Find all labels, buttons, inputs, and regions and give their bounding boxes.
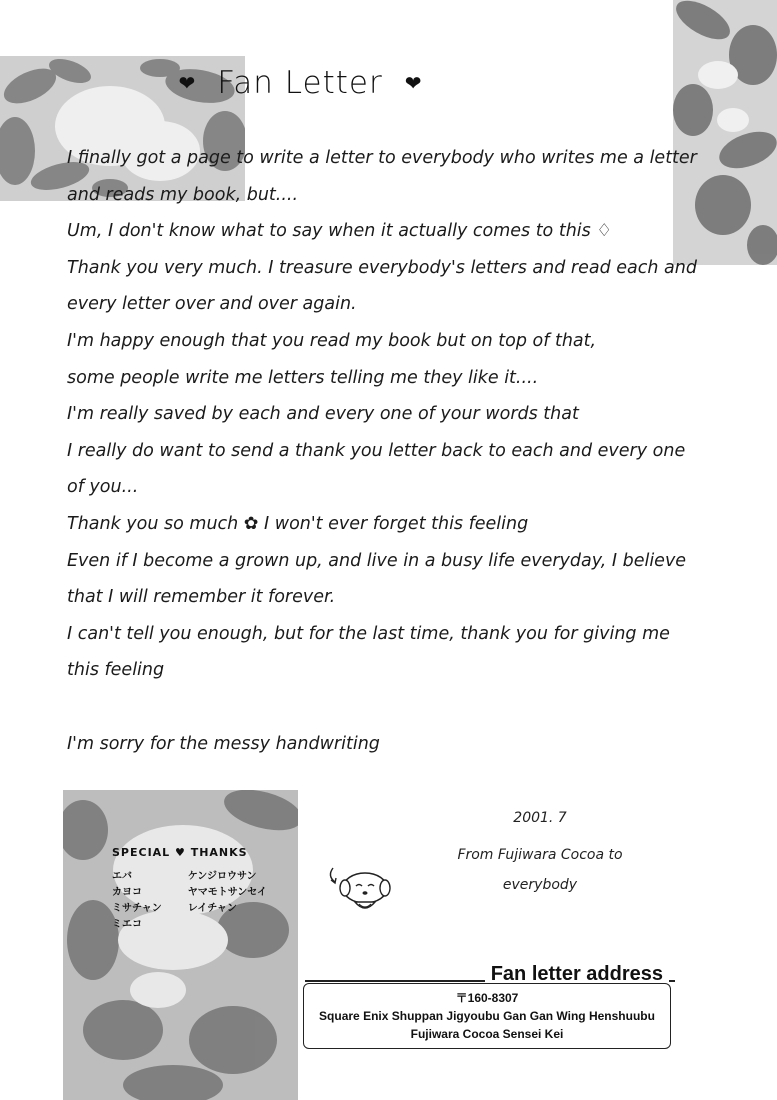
thanks-column	[112, 869, 162, 933]
letter-line: Thank you very much. I treasure everybody's letters and read each and	[67, 257, 697, 278]
page-title: Fan Letter	[217, 65, 383, 101]
thanks-name: カヨコ	[112, 887, 142, 898]
special-thanks-title: SPECIAL ♥ THANKS	[112, 846, 248, 859]
title-row	[150, 58, 450, 108]
letter-line: I'm really saved by each and every one of your words that	[67, 404, 579, 425]
letter-closing: I'm sorry for the messy handwriting	[67, 733, 380, 754]
letter-line: Um, I don't know what to say when it actually comes to this ♢	[67, 221, 613, 242]
divider	[669, 966, 675, 982]
thanks-name: レイチャン	[187, 903, 237, 914]
heart-icon: ❤	[178, 71, 196, 95]
letter-line: and reads my book, but....	[67, 184, 299, 205]
thanks-name: ケンジロウサン	[187, 871, 257, 882]
foliage-bottom-left	[63, 790, 298, 1100]
address-postal-code: 〒160-8307	[455, 991, 519, 1005]
signature-date: 2001. 7	[513, 810, 567, 826]
letter-line: I'm happy enough that you read my book but on top of that,	[67, 330, 597, 351]
signature-from: From Fujiwara Cocoa to	[457, 847, 623, 863]
thanks-name: ヤマモトサンセイ	[187, 887, 267, 898]
letter-line: this feeling	[67, 660, 165, 681]
letter-line: I really do want to send a thank you letter back to each and every one	[67, 440, 686, 461]
letter-line: that I will remember it forever.	[67, 587, 336, 608]
thanks-name: ミサチャン	[112, 903, 162, 914]
address-heading-text: Fan letter address	[490, 962, 663, 985]
letter-line: of you...	[67, 477, 139, 498]
letter-line: some people write me letters telling me they like it....	[67, 367, 539, 388]
divider	[305, 966, 485, 982]
letter-line: Even if I become a grown up, and live in a busy life everyday, I believe	[67, 550, 687, 571]
heart-icon: ❤	[404, 71, 422, 95]
thanks-name: エバ	[112, 871, 132, 882]
letter-body	[67, 140, 747, 762]
address-line: Fujiwara Cocoa Sensei Kei	[410, 1027, 564, 1041]
letter-line: I can't tell you enough, but for the last time, thank you for giving me	[67, 623, 670, 644]
thanks-name: ミエコ	[112, 919, 142, 930]
address-box	[303, 983, 671, 1049]
letter-line: I finally got a page to write a letter to everybody who writes me a letter	[67, 148, 697, 168]
signature-recipient: everybody	[502, 877, 578, 893]
mascot-icon	[325, 862, 395, 918]
letter-line: every letter over and over again.	[67, 294, 357, 315]
spacer	[67, 689, 747, 726]
special-thanks	[112, 846, 267, 933]
signature	[440, 810, 640, 900]
address-line: Square Enix Shuppan Jigyoubu Gan Gan Wing Henshuubu	[319, 1009, 655, 1023]
letter-line: Thank you so much ✿ I won't ever forget this feeling	[67, 513, 529, 534]
thanks-column	[188, 869, 267, 933]
